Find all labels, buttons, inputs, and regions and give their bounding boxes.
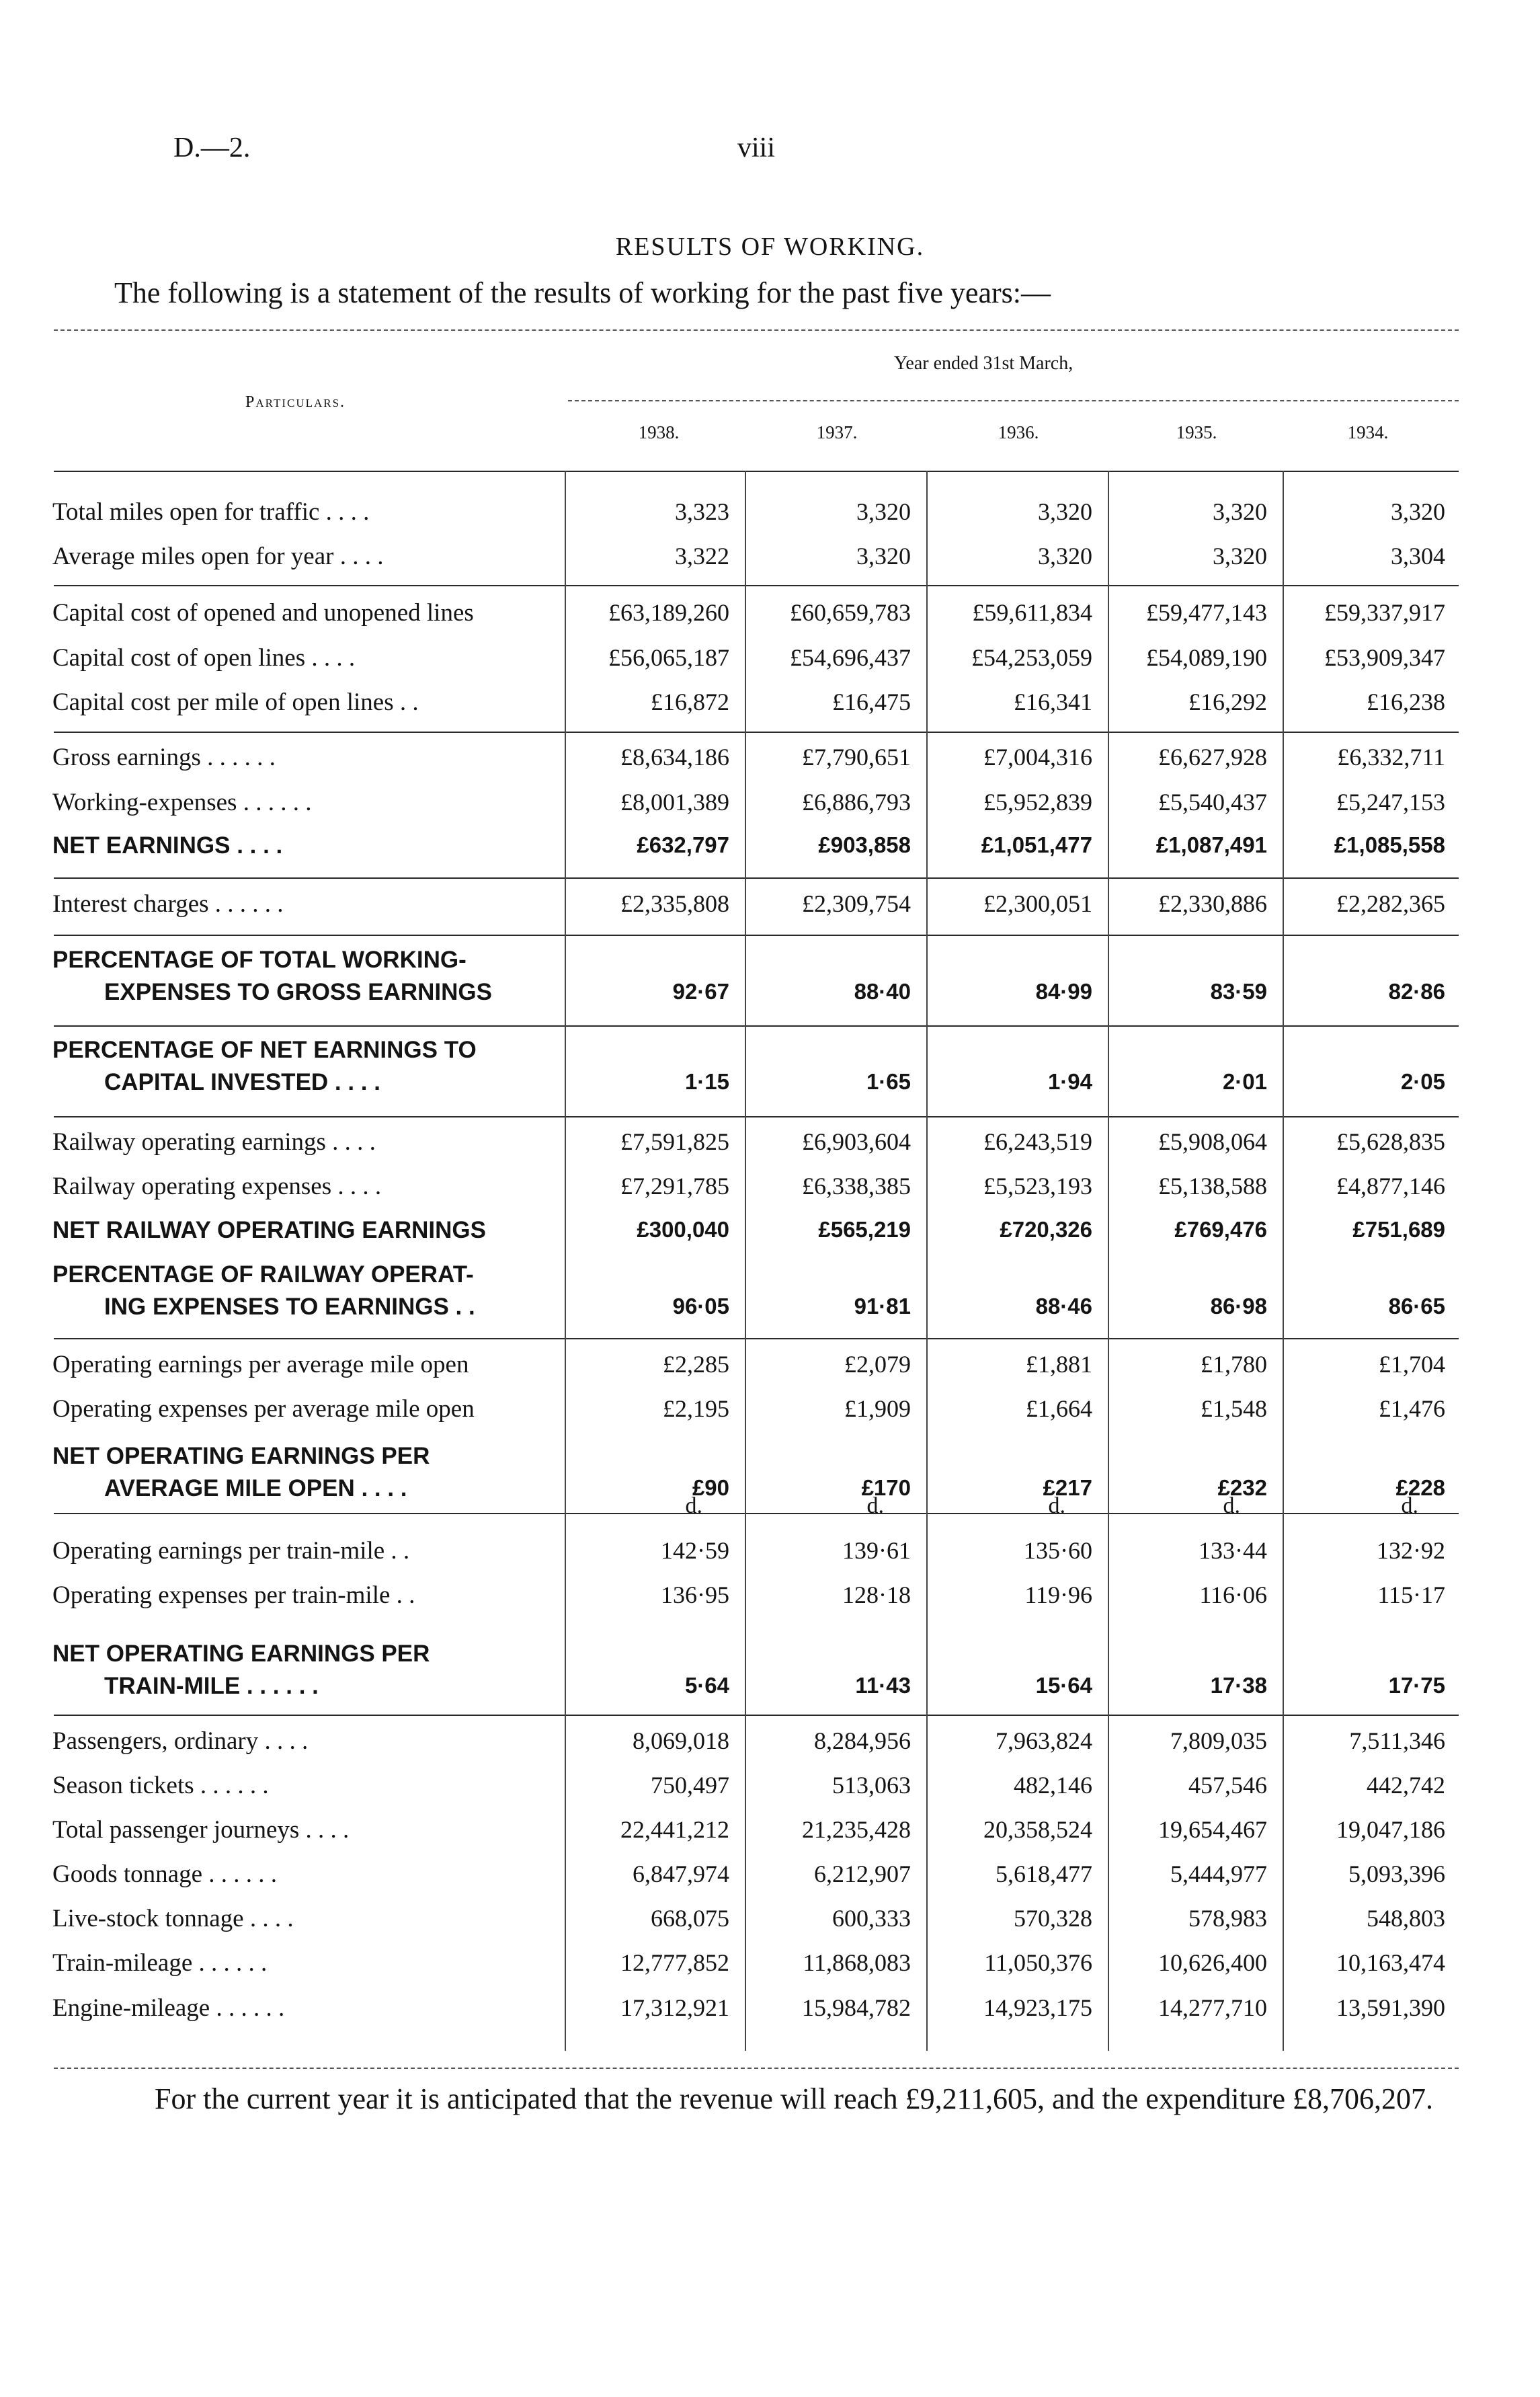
table-cell: £59,337,917: [1324, 599, 1445, 626]
table-cell: 578,983: [1188, 1905, 1267, 1932]
rule-line: [54, 1025, 1459, 1027]
rule-line: [54, 2068, 1459, 2069]
table-cell: £5,247,153: [1336, 789, 1445, 816]
table-cell: 1·15: [684, 1069, 729, 1094]
row-label: Interest charges . . . . . .: [52, 890, 284, 918]
row-label-continued: EXPENSES TO GROSS EARNINGS: [104, 979, 492, 1005]
rule-line: [54, 1715, 1459, 1716]
table-cell: 5,444,977: [1170, 1860, 1267, 1887]
table-cell: 3,323: [675, 498, 729, 525]
row-label: NET OPERATING EARNINGS PER: [52, 1443, 430, 1469]
row-label: Operating expenses per train-mile . .: [52, 1581, 415, 1609]
table-cell: £1,476: [1379, 1395, 1445, 1422]
table-cell: £54,089,190: [1146, 644, 1267, 671]
row-label: Gross earnings . . . . . .: [52, 744, 276, 771]
table-cell: 15,984,782: [802, 1994, 911, 2021]
table-cell: £217: [1043, 1475, 1092, 1500]
table-cell: 10,163,474: [1336, 1949, 1445, 1976]
rule-line: [54, 732, 1459, 733]
table-cell: 457,546: [1188, 1772, 1267, 1799]
unit-label: d.: [1223, 1493, 1240, 1518]
row-label: PERCENTAGE OF TOTAL WORKING-: [52, 947, 467, 973]
table-cell: £1,881: [1026, 1351, 1092, 1378]
table-cell: 136·95: [661, 1581, 729, 1608]
table-cell: 142·59: [661, 1537, 729, 1564]
table-cell: £2,195: [663, 1395, 729, 1422]
row-label: Passengers, ordinary . . . .: [52, 1727, 309, 1755]
table-cell: 5,618,477: [996, 1860, 1092, 1887]
row-label: Operating expenses per average mile open: [52, 1395, 475, 1423]
table-cell: 11,868,083: [803, 1949, 911, 1976]
table-cell: 119·96: [1024, 1581, 1092, 1608]
table-cell: 750,497: [651, 1772, 729, 1799]
table-cell: 133·44: [1199, 1537, 1267, 1564]
table-cell: £6,332,711: [1337, 744, 1445, 771]
row-label: Working-expenses . . . . . .: [52, 789, 312, 816]
table-cell: £632,797: [637, 832, 729, 857]
table-cell: £1,085,558: [1334, 832, 1445, 857]
table-cell: 19,047,186: [1336, 1816, 1445, 1843]
rule-line: [54, 935, 1459, 936]
table-cell: £2,300,051: [983, 890, 1092, 917]
table-cell: £1,051,477: [981, 832, 1092, 857]
year-header: 1934.: [1347, 422, 1389, 442]
table-cell: 82·86: [1388, 979, 1445, 1004]
table-cell: £1,909: [844, 1395, 911, 1422]
table-cell: 13,591,390: [1336, 1994, 1445, 2021]
table-cell: 84·99: [1035, 979, 1092, 1004]
table-cell: 17,312,921: [620, 1994, 729, 2021]
table-cell: £7,004,316: [983, 744, 1092, 771]
year-ended-header: Year ended 31st March,: [894, 353, 1073, 374]
table-cell: 86·98: [1210, 1294, 1267, 1319]
table-cell: 88·40: [854, 979, 911, 1004]
table-cell: 11·43: [855, 1673, 911, 1698]
particulars-header: Particulars.: [245, 393, 346, 411]
row-label: Live-stock tonnage . . . .: [52, 1905, 294, 1932]
row-label: NET EARNINGS . . . .: [52, 832, 283, 859]
table-cell: 6,212,907: [814, 1860, 911, 1887]
table-cell: 14,923,175: [983, 1994, 1092, 2021]
table-cell: £565,219: [818, 1217, 911, 1242]
intro-text: The following is a statement of the results of working for the past five years:—: [114, 276, 1051, 309]
table-cell: 5·64: [684, 1673, 729, 1698]
year-header: 1935.: [1176, 422, 1217, 442]
table-cell: 86·65: [1388, 1294, 1445, 1319]
table-cell: 3,320: [1213, 498, 1267, 525]
table-cell: £6,627,928: [1158, 744, 1267, 771]
table-cell: £228: [1395, 1475, 1445, 1500]
row-label: NET RAILWAY OPERATING EARNINGS: [52, 1217, 486, 1243]
table-cell: £769,476: [1174, 1217, 1267, 1242]
row-label: Railway operating earnings . . . .: [52, 1128, 376, 1156]
rule-line: [54, 1338, 1459, 1339]
unit-label: d.: [866, 1493, 884, 1518]
row-label: Capital cost of opened and unopened lines: [52, 599, 474, 627]
table-cell: £1,780: [1201, 1351, 1267, 1378]
table-cell: £54,253,059: [971, 644, 1092, 671]
table-cell: £2,079: [844, 1351, 911, 1378]
table-cell: £1,704: [1379, 1351, 1445, 1378]
table-cell: £16,475: [832, 689, 911, 715]
table-cell: 10,626,400: [1158, 1949, 1267, 1976]
table-cell: £1,087,491: [1156, 832, 1267, 857]
table-cell: £5,908,064: [1158, 1128, 1267, 1155]
table-cell: 7,809,035: [1170, 1727, 1267, 1754]
table-cell: 2·05: [1400, 1069, 1445, 1094]
row-label: Capital cost of open lines . . . .: [52, 644, 356, 672]
table-cell: 548,803: [1367, 1905, 1445, 1932]
table-cell: £16,292: [1188, 689, 1267, 715]
table-cell: 570,328: [1014, 1905, 1092, 1932]
unit-label: d.: [685, 1493, 702, 1518]
table-cell: 482,146: [1014, 1772, 1092, 1799]
table-cell: 88·46: [1035, 1294, 1092, 1319]
table-cell: 83·59: [1210, 979, 1267, 1004]
table-cell: £2,335,808: [620, 890, 729, 917]
table-cell: £6,243,519: [983, 1128, 1092, 1155]
row-label: NET OPERATING EARNINGS PER: [52, 1641, 430, 1667]
table-cell: 20,358,524: [983, 1816, 1092, 1843]
table-cell: 17·38: [1210, 1673, 1267, 1698]
table-cell: 8,284,956: [814, 1727, 911, 1754]
table-cell: £232: [1217, 1475, 1267, 1500]
page-code: D.—2.: [173, 132, 251, 163]
row-label-continued: ING EXPENSES TO EARNINGS . .: [104, 1294, 475, 1320]
rule-line: [54, 585, 1459, 586]
table-cell: £56,065,187: [608, 644, 729, 671]
table-cell: 22,441,212: [620, 1816, 729, 1843]
table-cell: £2,282,365: [1336, 890, 1445, 917]
row-label: Engine-mileage . . . . . .: [52, 1994, 285, 2022]
table-cell: 600,333: [832, 1905, 911, 1932]
table-cell: £5,138,588: [1158, 1173, 1267, 1200]
table-cell: 3,320: [1038, 543, 1092, 569]
unit-label: d.: [1048, 1493, 1065, 1518]
table-cell: £4,877,146: [1336, 1173, 1445, 1200]
rule-line: [54, 471, 1459, 472]
row-label: Railway operating expenses . . . .: [52, 1173, 382, 1200]
table-cell: £5,628,835: [1336, 1128, 1445, 1155]
table-cell: 3,320: [1391, 498, 1445, 525]
table-cell: £16,872: [651, 689, 729, 715]
table-cell: £1,664: [1026, 1395, 1092, 1422]
table-cell: 92·67: [672, 979, 729, 1004]
table-cell: £60,659,783: [790, 599, 911, 626]
table-cell: 139·61: [842, 1537, 911, 1564]
table-cell: £8,001,389: [620, 789, 729, 816]
table-cell: 5,093,396: [1348, 1860, 1445, 1887]
row-label-continued: TRAIN-MILE . . . . . .: [104, 1673, 319, 1699]
table-cell: 6,847,974: [633, 1860, 729, 1887]
rule-line: [54, 877, 1459, 879]
table-cell: £16,238: [1367, 689, 1445, 715]
table-cell: 3,320: [856, 543, 911, 569]
table-cell: 135·60: [1024, 1537, 1092, 1564]
row-label-continued: CAPITAL INVESTED . . . .: [104, 1069, 380, 1095]
row-label: Operating earnings per train-mile . .: [52, 1537, 410, 1565]
table-cell: 8,069,018: [633, 1727, 729, 1754]
row-label: Capital cost per mile of open lines . .: [52, 689, 419, 716]
column-divider: [745, 471, 746, 2051]
table-cell: 128·18: [842, 1581, 911, 1608]
table-cell: 513,063: [832, 1772, 911, 1799]
year-header: 1937.: [816, 422, 858, 442]
table-cell: 3,320: [856, 498, 911, 525]
rule-line: [54, 1116, 1459, 1117]
rule-line: [568, 400, 1459, 401]
column-divider: [926, 471, 928, 2051]
row-label: Total miles open for traffic . . . .: [52, 498, 370, 526]
table-cell: £16,341: [1014, 689, 1092, 715]
table-cell: 96·05: [672, 1294, 729, 1319]
table-cell: £7,790,651: [802, 744, 911, 771]
year-header: 1936.: [998, 422, 1039, 442]
table-cell: £90: [692, 1475, 729, 1500]
table-cell: 1·65: [866, 1069, 911, 1094]
table-cell: £751,689: [1352, 1217, 1445, 1242]
table-cell: 17·75: [1388, 1673, 1445, 1698]
year-header: 1938.: [638, 422, 680, 442]
page-number: viii: [737, 132, 776, 163]
table-cell: £5,540,437: [1158, 789, 1267, 816]
table-cell: £5,523,193: [983, 1173, 1092, 1200]
table-cell: 2·01: [1222, 1069, 1267, 1094]
table-cell: £8,634,186: [620, 744, 729, 771]
table-cell: 115·17: [1377, 1581, 1445, 1608]
table-cell: £903,858: [818, 832, 911, 857]
table-cell: £59,611,834: [972, 599, 1092, 626]
table-cell: 668,075: [651, 1905, 729, 1932]
row-label: Operating earnings per average mile open: [52, 1351, 469, 1378]
table-cell: 1·94: [1047, 1069, 1092, 1094]
table-cell: £6,886,793: [802, 789, 911, 816]
table-cell: 3,304: [1391, 543, 1445, 569]
row-label: Season tickets . . . . . .: [52, 1772, 269, 1799]
table-cell: 3,320: [1213, 543, 1267, 569]
unit-label: d.: [1401, 1493, 1418, 1518]
row-label: Average miles open for year . . . .: [52, 543, 384, 570]
table-cell: £59,477,143: [1146, 599, 1267, 626]
row-label: PERCENTAGE OF NET EARNINGS TO: [52, 1037, 477, 1063]
rule-line: [54, 329, 1459, 331]
table-cell: £63,189,260: [608, 599, 729, 626]
row-label-continued: AVERAGE MILE OPEN . . . .: [104, 1475, 407, 1501]
table-cell: 91·81: [854, 1294, 911, 1319]
table-cell: 3,322: [675, 543, 729, 569]
table-cell: 442,742: [1367, 1772, 1445, 1799]
table-cell: £6,338,385: [802, 1173, 911, 1200]
table-cell: £7,291,785: [620, 1173, 729, 1200]
table-cell: 15·64: [1035, 1673, 1092, 1698]
table-cell: 11,050,376: [984, 1949, 1092, 1976]
table-cell: 19,654,467: [1158, 1816, 1267, 1843]
table-cell: £53,909,347: [1324, 644, 1445, 671]
table-cell: £300,040: [637, 1217, 729, 1242]
row-label: PERCENTAGE OF RAILWAY OPERAT-: [52, 1261, 474, 1288]
table-cell: £54,696,437: [790, 644, 911, 671]
table-cell: 116·06: [1199, 1581, 1267, 1608]
table-cell: £1,548: [1201, 1395, 1267, 1422]
table-cell: 12,777,852: [620, 1949, 729, 1976]
table-cell: 14,277,710: [1158, 1994, 1267, 2021]
table-cell: £720,326: [1000, 1217, 1092, 1242]
table-cell: £170: [861, 1475, 911, 1500]
row-label: Goods tonnage . . . . . .: [52, 1860, 277, 1888]
table-cell: 7,511,346: [1349, 1727, 1445, 1754]
column-divider: [565, 471, 566, 2051]
table-cell: £2,309,754: [802, 890, 911, 917]
table-cell: 7,963,824: [996, 1727, 1092, 1754]
row-label: Total passenger journeys . . . .: [52, 1816, 350, 1844]
table-cell: 132·92: [1377, 1537, 1445, 1564]
row-label: Train-mileage . . . . . .: [52, 1949, 268, 1977]
table-cell: £2,285: [663, 1351, 729, 1378]
table-cell: £7,591,825: [620, 1128, 729, 1155]
footer-note: For the current year it is anticipated that the revenue will reach £9,211,605, and the expenditure £8,706,207.: [155, 2082, 1433, 2115]
table-cell: £2,330,886: [1158, 890, 1267, 917]
table-cell: 3,320: [1038, 498, 1092, 525]
table-cell: £5,952,839: [983, 789, 1092, 816]
table-cell: £6,903,604: [802, 1128, 911, 1155]
table-cell: 21,235,428: [802, 1816, 911, 1843]
section-title: RESULTS OF WORKING.: [615, 233, 925, 261]
